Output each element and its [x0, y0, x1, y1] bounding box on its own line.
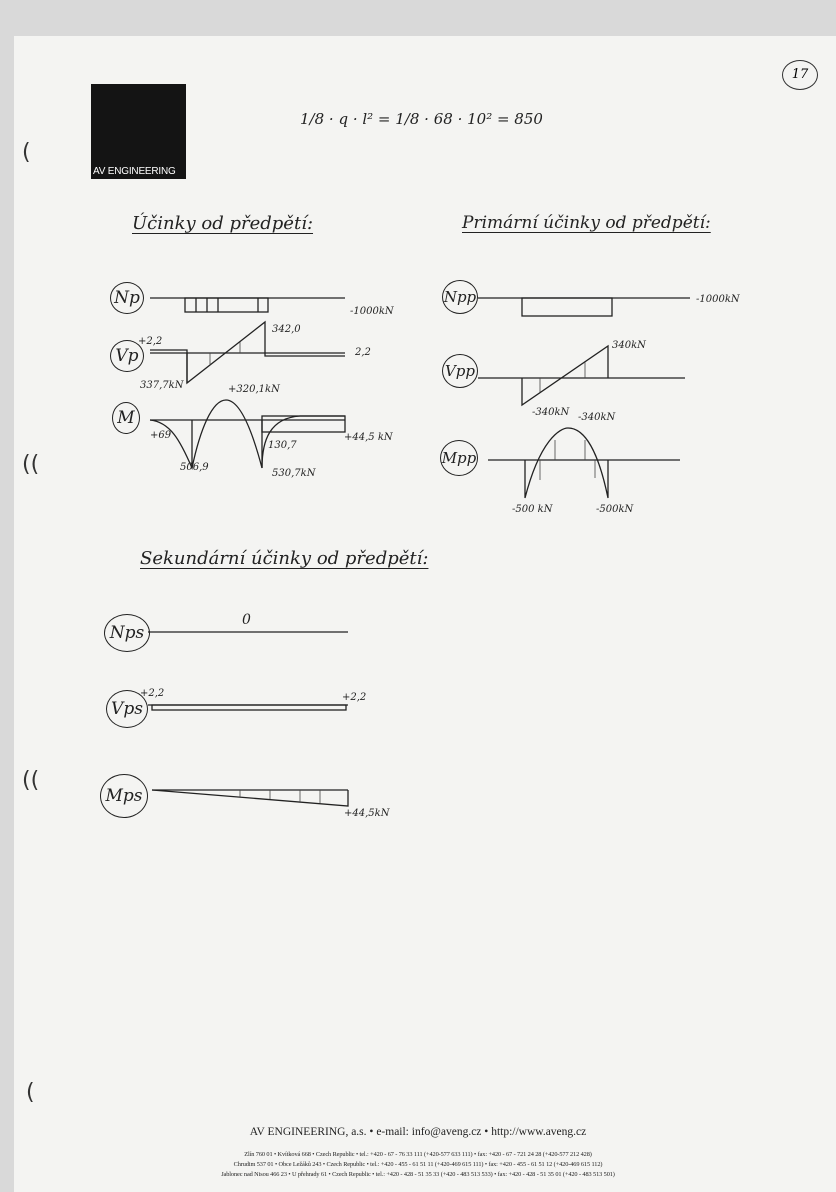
value: +69 — [150, 430, 172, 441]
footer-address: Chrudim 537 01 • Obce Ležáků 243 • Czech Republic • tel.: +420 - 455 - 61 51 11 (+420-469 615 111) • fax: +420 - 455 - 61 51 12 (+420-469 615 112) — [233, 1161, 603, 1168]
value: 0 — [242, 612, 251, 628]
value: +2,2 — [140, 688, 165, 699]
value: -500kN — [596, 504, 634, 515]
value: 530,7kN — [272, 468, 316, 479]
page-number: 17 — [782, 60, 818, 90]
punch-hole-mark: (( — [22, 768, 40, 793]
value: 337,7kN — [140, 380, 184, 391]
label-mpp: Mpp — [440, 440, 478, 476]
value: 130,7 — [268, 440, 297, 451]
footer-address: Zlín 760 01 • Kvítková 668 • Czech Republic • tel.: +420 - 67 - 76 33 111 (+420-577 633 111) • fax: +420 - 67 - 721 24 28 (+420-577 212 428) — [244, 1151, 592, 1158]
value: 506,9 — [180, 462, 209, 473]
value: -500 kN — [512, 504, 553, 515]
value: +44,5 kN — [344, 432, 393, 443]
footer-main: AV ENGINEERING, a.s. • e-mail: info@aveng.cz • http://www.aveng.cz — [249, 1126, 587, 1138]
value: +44,5kN — [344, 808, 390, 819]
punch-hole-mark: ( — [26, 1080, 35, 1105]
label-npp: Npp — [442, 280, 478, 314]
value: 2,2 — [355, 347, 371, 358]
formula: 1/8 · q · l² = 1/8 · 68 · 10² = 850 — [300, 110, 543, 128]
value: +2,2 — [342, 692, 367, 703]
value: 340kN — [612, 340, 646, 351]
logo-text: AV ENGINEERING — [93, 166, 176, 177]
label-nps: Nps — [104, 614, 150, 652]
label-vps: Vps — [106, 690, 148, 728]
footer-address: Jablonec nad Nisou 466 23 • U přehrady 61 • Czech Republic • tel.: +420 - 428 - 51 35 33 (+420 - 483 513 533) • fax: +420 - 428 - 51 35 01 (+420 - 483 513 501) — [221, 1171, 615, 1178]
label-mps: Mps — [100, 774, 148, 818]
label-vpp: Vpp — [442, 354, 478, 388]
label-m: M — [112, 402, 140, 434]
value: +320,1kN — [228, 384, 280, 395]
value: +2,2 — [138, 336, 163, 347]
label-np: Np — [110, 282, 144, 314]
value: -340kN — [532, 407, 570, 418]
value: 342,0 — [272, 324, 301, 335]
section-title-secondary: Sekundární účinky od předpětí: — [140, 548, 429, 569]
label-vp: Vp — [110, 340, 144, 372]
value: -1000kN — [350, 306, 394, 317]
value: -1000kN — [696, 294, 740, 305]
punch-hole-mark: (( — [22, 452, 40, 477]
section-title-right: Primární účinky od předpětí: — [462, 213, 711, 233]
punch-hole-mark: ( — [22, 140, 31, 165]
value: -340kN — [578, 412, 616, 423]
section-title-left: Účinky od předpětí: — [132, 213, 314, 234]
